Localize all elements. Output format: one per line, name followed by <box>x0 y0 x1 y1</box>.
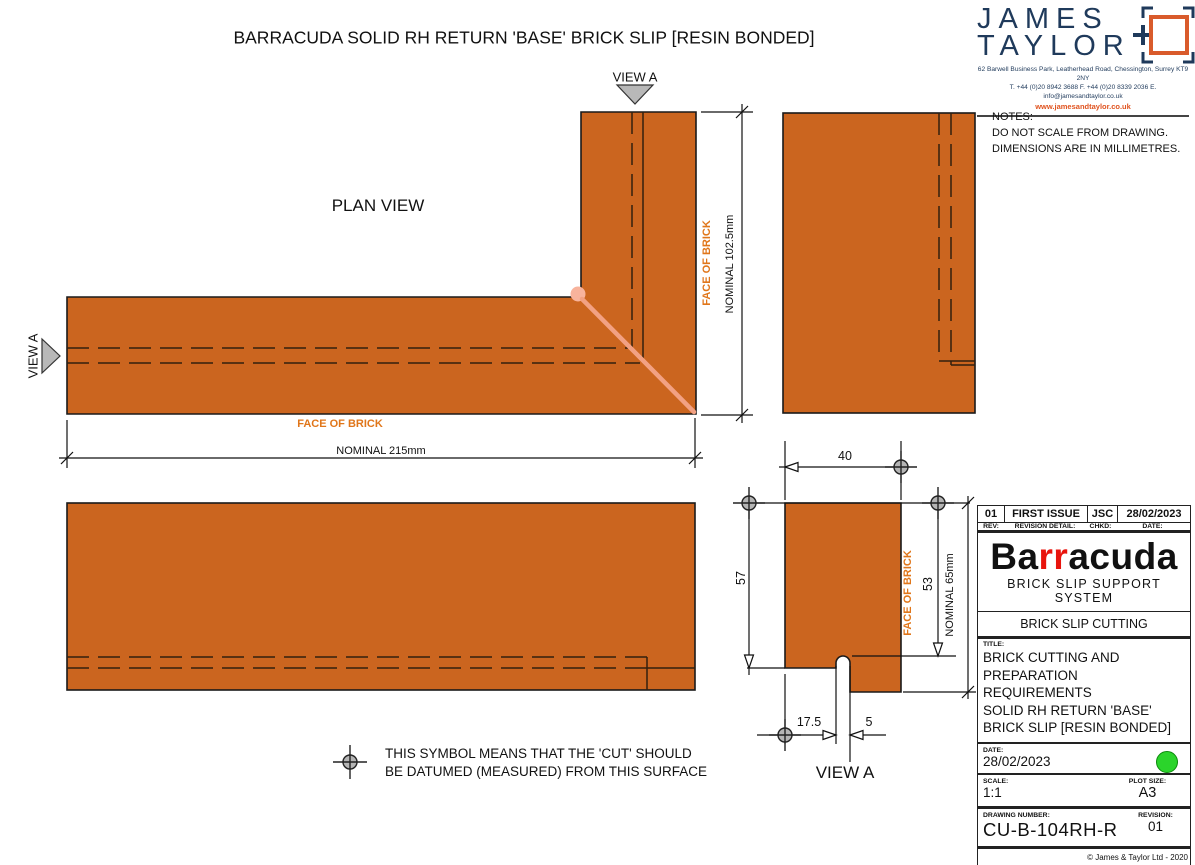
plan-view-label: PLAN VIEW <box>331 196 425 215</box>
rev-value: 01 <box>978 506 1005 522</box>
notes-line: DIMENSIONS ARE IN MILLIMETRES. <box>992 142 1181 155</box>
drawing-number-value: CU-B-104RH-R <box>983 818 1118 840</box>
barracuda-brand <box>978 533 1190 612</box>
view-a-arrow-top <box>617 85 653 104</box>
date-label-top: DATE: <box>1142 523 1163 530</box>
revision-value: 01 <box>1147 818 1164 834</box>
notes-heading: NOTES: <box>992 111 1033 123</box>
plot-size-value: A3 <box>1138 784 1157 801</box>
dim-57-label: 57 <box>734 571 748 585</box>
company-name-line2: TAYLOR <box>977 29 1131 62</box>
rev-label: REV: <box>983 523 999 530</box>
barracuda-wordmark <box>978 538 1190 575</box>
notes-line: DO NOT SCALE FROM DRAWING. <box>992 126 1169 139</box>
datum-symbol <box>885 451 917 483</box>
company-logo-block <box>977 3 1189 117</box>
james-taylor-logo-icon <box>1131 6 1189 64</box>
title-block <box>977 505 1191 865</box>
address-line: 62 Barwell Business Park, Leatherhead Road, Chessington, Surrey KT9 2NY <box>977 66 1189 82</box>
brand-part-red: rr <box>1038 536 1069 577</box>
system-name: BRICK SLIP CUTTING <box>978 612 1190 639</box>
page-title: BARRACUDA SOLID RH RETURN 'BASE' BRICK SLIP [RESIN BONDED] <box>233 27 815 48</box>
view-a-arrow-left <box>42 339 60 373</box>
rev-date-value: 28/02/2023 <box>1126 508 1182 520</box>
company-name-line1: JAMES <box>977 3 1109 35</box>
datum-symbol <box>922 487 954 519</box>
nominal-102-label: NOMINAL 102.5mm <box>724 214 736 314</box>
company-name <box>977 3 1131 64</box>
drawing-number-row <box>978 809 1190 849</box>
symbol-note-line1: THIS SYMBOL MEANS THAT THE 'CUT' SHOULD <box>385 746 692 761</box>
face-of-brick-section-label: FACE OF BRICK <box>902 550 914 636</box>
side-view-rect <box>783 113 975 413</box>
company-address <box>977 66 1189 102</box>
datum-symbol-legend <box>333 745 367 779</box>
contact-line: T. +44 (0)20 8942 3688 F. +44 (0)20 8339 2036 E. info@jamesandtaylor.co.uk <box>1009 83 1157 100</box>
dim-17-5-label: 17.5 <box>796 715 822 729</box>
brand-part: acuda <box>1068 536 1178 577</box>
section-shape <box>785 503 901 692</box>
plan-l-shape <box>67 112 696 414</box>
nominal-215-label: NOMINAL 215mm <box>336 445 426 457</box>
title-label: TITLE: <box>983 641 1005 648</box>
date-label: DATE: <box>983 746 1004 754</box>
title-line: BRICK CUTTING AND <box>983 650 1120 665</box>
front-elevation-rect <box>67 503 695 690</box>
drawing-number-label: DRAWING NUMBER: <box>983 811 1050 819</box>
date-row <box>978 744 1190 775</box>
copyright-text: © James & Taylor Ltd - 2020 <box>1087 852 1188 862</box>
revision-detail-value: FIRST ISSUE <box>1005 506 1088 522</box>
scale-value: 1:1 <box>983 784 1002 800</box>
view-a-bottom-label: VIEW A <box>815 763 875 782</box>
brand-tagline: BRICK SLIP SUPPORT SYSTEM <box>1007 577 1161 605</box>
title-line: SOLID RH RETURN 'BASE' <box>983 702 1152 718</box>
chkd-label: CHKD: <box>1089 523 1112 530</box>
status-green-dot <box>1156 751 1178 773</box>
view-a-left-label: VIEW A <box>25 333 41 379</box>
dim-5-label: 5 <box>865 715 873 729</box>
revision-labels-row <box>978 523 1190 533</box>
plot-size-label: PLOT SIZE: <box>1128 777 1167 785</box>
datum-symbol <box>733 487 765 519</box>
scale-label: SCALE: <box>983 777 1009 785</box>
symbol-note-line2: BE DATUMED (MEASURED) FROM THIS SURFACE <box>385 764 708 779</box>
scale-row <box>978 775 1190 809</box>
title-line: BRICK SLIP [RESIN BONDED] <box>983 720 1172 736</box>
revision-row <box>978 505 1190 523</box>
notes-block <box>992 110 1180 158</box>
dim-40-label: 40 <box>838 449 852 463</box>
brand-part: Ba <box>990 536 1039 577</box>
revision-label: REVISION: <box>1138 811 1173 819</box>
chkd-value: JSC <box>1088 506 1118 522</box>
revision-detail-label: REVISION DETAIL: <box>1014 523 1076 530</box>
drawing-title <box>978 648 1190 744</box>
date-value: 28/02/2023 <box>983 753 1051 769</box>
view-a-top-label: VIEW A <box>612 69 658 85</box>
company-website: www.jamesandtaylor.co.uk <box>1035 101 1131 111</box>
nominal-65-label: NOMINAL 65mm <box>944 553 956 637</box>
title-line: PREPARATION REQUIREMENTS <box>983 667 1092 701</box>
dim-53-label: 53 <box>921 577 935 591</box>
face-of-brick-bottom-label: FACE OF BRICK <box>297 418 383 430</box>
face-of-brick-right-label: FACE OF BRICK <box>701 220 713 306</box>
